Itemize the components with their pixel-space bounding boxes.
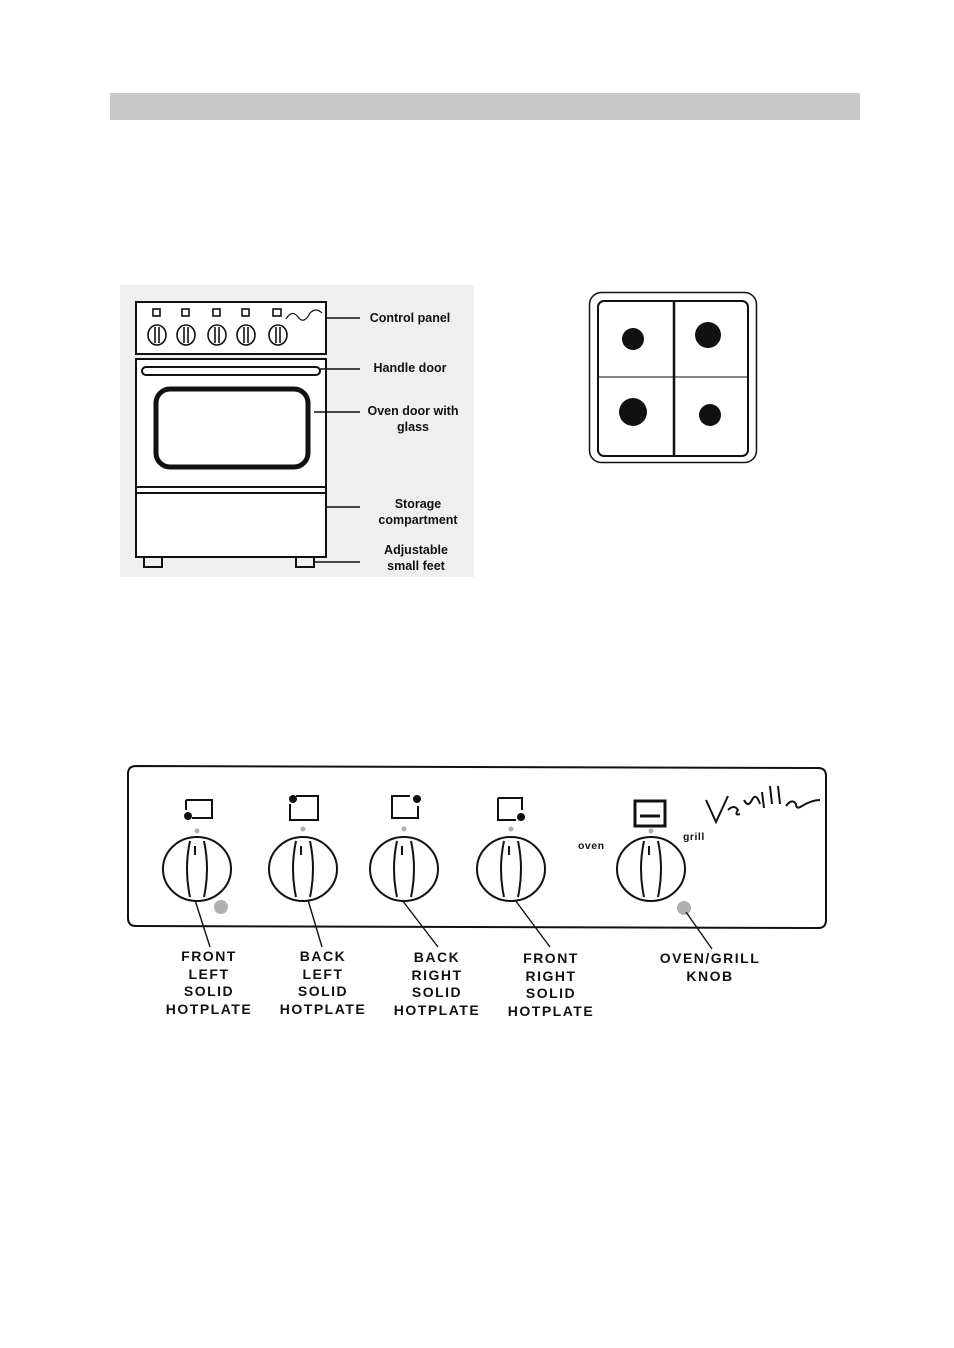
oven-label: oven: [578, 840, 605, 852]
label-front-right-hotplate: FRONT RIGHT SOLID HOTPLATE: [507, 950, 595, 1019]
label-front-left-hotplate: FRONT LEFT SOLID HOTPLATE: [165, 948, 253, 1017]
pilot-light-left: [214, 900, 228, 914]
label-back-left-hotplate: BACK LEFT SOLID HOTPLATE: [279, 948, 367, 1017]
grill-label: grill: [683, 831, 705, 843]
callout-control-panel: Control panel: [369, 311, 451, 325]
callout-feet: Adjustable small feet: [384, 543, 448, 573]
callout-handle-door: Handle door: [373, 361, 447, 375]
label-back-right-hotplate: BACK RIGHT SOLID HOTPLATE: [393, 949, 481, 1018]
callout-storage: Storage compartment: [378, 497, 458, 527]
pilot-light-right: [677, 901, 691, 915]
callout-oven-door: Oven door with glass: [367, 404, 459, 434]
label-oven-grill-knob: OVEN/GRILL KNOB: [659, 950, 761, 984]
